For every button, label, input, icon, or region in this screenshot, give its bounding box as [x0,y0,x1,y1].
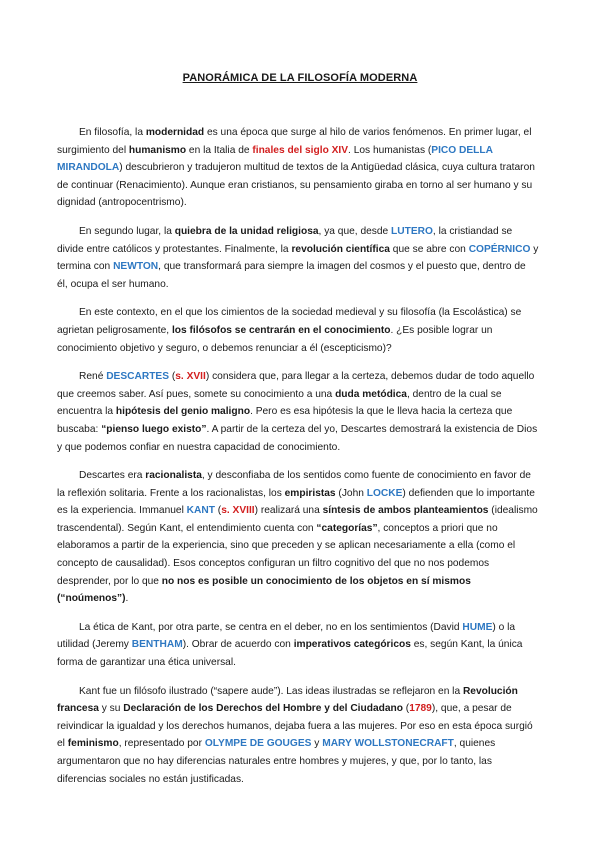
author-name: OLYMPE DE GOUGES [204,738,312,750]
text-run: , dentro de la cual se encuentra la [57,388,502,418]
text-run: en la Italia de [186,144,253,156]
bold-text: Revolución francesa [57,685,518,715]
text-run: . A partir de la certeza del yo, Descartes demostrará la existencia de Dios y que podemos confiar en nuestra capacidad de conocimiento. [57,423,538,453]
bold-text: los filósofos se centrarán en el conocimiento [171,324,391,336]
paragraph-5 [57,467,539,608]
text-run: es, según Kant, la única forma de garantizar una ética universal. [57,639,523,669]
paragraph-6 [57,619,539,672]
text-run: y [311,738,323,750]
text-run: En este contexto, en el que los cimientos de la sociedad medieval y su filosofía (la Escolástica) se agrietan peligrosamente, [57,307,522,336]
text-run: y su [98,703,124,715]
bold-text: duda metódica [335,388,407,400]
author-name: BENTHAM [131,639,183,651]
bold-text: imperativos categóricos [293,639,411,651]
document-body [57,124,539,799]
text-run: En segundo lugar, la [79,225,175,237]
date-highlight: s. XVII [175,371,206,383]
paragraph-3 [57,304,539,357]
text-run: (idealismo trascendental). Según Kant, el entendimiento cuenta con [57,505,538,534]
text-run: René [79,371,107,383]
author-name: NEWTON [113,261,159,273]
paragraph-2 [57,223,539,293]
bold-text: modernidad [145,127,205,138]
paragraph-4 [57,368,539,456]
text-run: En filosofía, la [79,127,146,138]
author-name: HUME [462,621,493,633]
author-name: KANT [186,505,215,517]
date-highlight: s. XVIII [221,505,255,517]
text-run: . [125,593,129,605]
author-name: LUTERO [391,225,433,237]
bold-text: no nos es posible un conocimiento de los objetos en sí mismos (“noúmenos”) [57,575,471,605]
text-run: ) considera que, para llegar a la certeza, debemos dudar de todo aquello que creemos saber. Así pues, somete su conocimiento a una [57,371,535,400]
text-run: (John [335,487,367,499]
bold-text: “categorías” [316,522,378,534]
author-name: MARY WOLLSTONECRAFT [322,738,454,750]
author-name: PICO DELLA MIRANDOLA [57,144,493,174]
text-run: , y desconfiaba de los sentidos como fuente de conocimiento en favor de la reflexión solitaria. Frente a los racionalistas, los [57,470,531,499]
text-run: ) defienden que lo importante es la experiencia. Immanuel [57,487,535,517]
text-run: Descartes era [79,470,146,482]
text-run: ) realizará una [254,505,323,517]
text-run: , representado por [118,738,205,750]
paragraph-7 [57,683,539,789]
bold-text: “pienso luego existo” [101,423,207,435]
bold-text: racionalista [145,470,202,482]
text-run: ), que, a pesar de reivindicar la igualdad y los derechos humanos, dejaba fuera a las mujeres. Por eso en esta época surgió el [57,703,533,750]
text-run: ( [402,703,410,715]
author-name: COPÉRNICO [468,243,531,255]
date-highlight: 1789 [409,703,432,715]
text-run: es una época que surge al hilo de varios fenómenos. En primer lugar, el surgimiento del [57,127,532,156]
paragraph-1 [57,124,539,212]
document-title: PANORÁMICA DE LA FILOSOFÍA MODERNA [182,72,418,84]
text-run: , conceptos a priori que no elaboramos a partir de la experiencia, sino que preceden y se aplican necesariamente a ella (como el concepto de causalidad). Esos conceptos configuran un filtro cognitivo del que no nos podemos desprender, por lo que [57,522,516,587]
text-run: ) descubrieron y tradujeron multitud de textos de la Antigüedad clásica, cuya cultura trataron de continuar (Renacimiento). Aunque eran cristianos, su pensamiento giraba en torno al ser humano y su dignidad (antropocentrismo). [57,162,535,209]
bold-text: quiebra de la unidad religiosa [174,225,319,237]
text-run: Kant fue un filósofo ilustrado (“sapere aude”). Las ideas ilustradas se reflejaron en la [79,685,463,697]
text-run: , que transformará para siempre la imagen del cosmos y el puesto que, dentro de él, ocupa el ser humano. [57,261,526,290]
text-run: . Los humanistas ( [348,144,432,156]
bold-text: hipótesis del genio maligno [115,406,251,418]
text-run: y termina con [57,243,539,273]
text-run: ). Obrar de acuerdo con [182,639,294,651]
author-name: DESCARTES [106,371,170,383]
text-run: ( [214,505,222,517]
author-name: LOCKE [366,487,403,499]
bold-text: síntesis de ambos planteamientos [322,505,489,517]
text-run: ) o la utilidad (Jeremy [57,621,516,651]
text-run: ( [169,371,176,383]
bold-text: humanismo [128,144,187,156]
text-run: . Pero es esa hipótesis la que le lleva hacia la certeza que buscaba: [57,406,513,435]
text-run: , la cristiandad se divide entre católicos y protestantes. Finalmente, la [57,225,513,255]
text-run: La ética de Kant, por otra parte, se centra en el deber, no en los sentimientos (David [79,621,463,633]
bold-text: Declaración de los Derechos del Hombre y del Ciudadano [123,703,403,715]
bold-text: empiristas [284,487,336,499]
date-highlight: finales del siglo XIV [252,144,349,156]
text-run: . ¿Es posible lograr un conocimiento objetivo y seguro, o debemos renunciar a él (escepticismo)? [57,324,493,354]
text-run: que se abre con [389,243,469,255]
text-run: , quienes argumentaron que no hay diferencias naturales entre hombres y mujeres, y que, por lo tanto, las diferencias sociales no están justificadas. [57,738,496,785]
text-run: , ya que, desde [318,225,392,237]
bold-text: feminismo [67,738,119,750]
bold-text: revolución científica [291,243,390,255]
